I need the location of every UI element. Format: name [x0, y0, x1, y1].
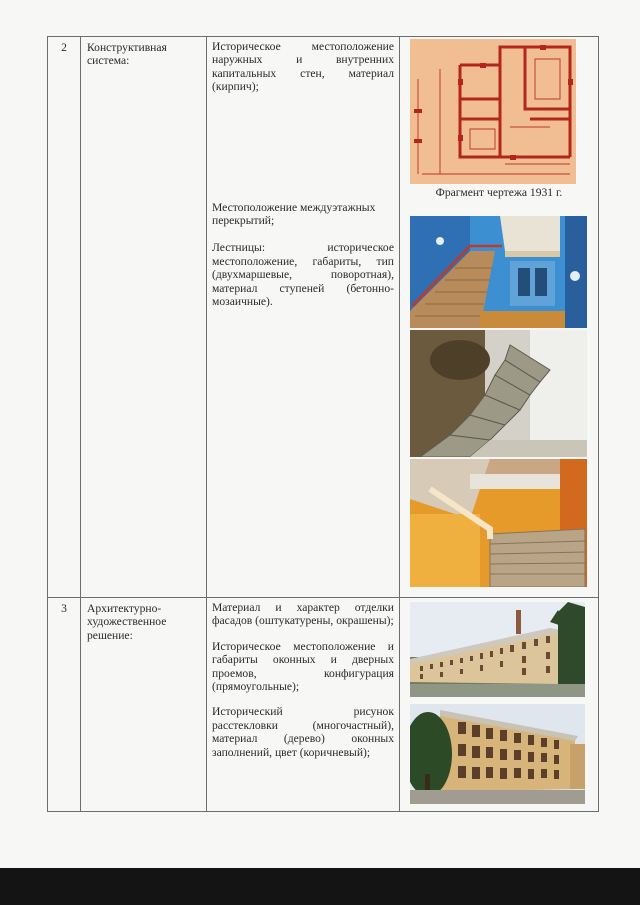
feature-name: Архитектурно-художественное решение:: [81, 598, 207, 812]
table-row: [48, 37, 599, 598]
photo-cell: [400, 37, 599, 598]
paragraph: Исторический рисунок расстекловки (многочастный), материал (дерево) оконных заполнений, цвет (коричневый);: [212, 705, 394, 759]
building-facade-photo: [410, 602, 585, 697]
staircase-photo: [410, 459, 587, 587]
paragraph: Местоположение междуэтажных перекрытий;: [212, 200, 376, 228]
row-number: 3: [48, 598, 81, 812]
paragraph: Историческое местоположение наружных и внутренних капитальных стен, материал (кирпич);: [212, 40, 394, 94]
feature-name: Конструктивная система:: [81, 37, 207, 598]
table-row: [48, 598, 599, 812]
feature-description: [207, 598, 400, 812]
paragraph: Историческое местоположение и габариты оконных и дверных проемов, конфигурация (прямоугольные);: [212, 639, 394, 694]
staircase-photo: [410, 330, 587, 457]
image-caption: Фрагмент чертежа 1931 г.: [435, 186, 563, 199]
paragraph: Материал и характер отделки фасадов (оштукатурены, окрашены);: [212, 601, 394, 628]
row-number: 2: [48, 37, 81, 598]
photo-cell: [400, 598, 599, 812]
scan-border: [0, 868, 640, 905]
building-facade-photo: [410, 704, 585, 804]
feature-description: [207, 37, 400, 598]
floor-plan-image: [410, 39, 576, 184]
features-table: [47, 36, 599, 812]
staircase-photo: [410, 216, 587, 328]
paragraph: Лестницы: историческое местоположение, габариты, тип (двухмаршевые, поворотная), материал ступеней (бетонно-мозаичные).: [212, 241, 394, 309]
